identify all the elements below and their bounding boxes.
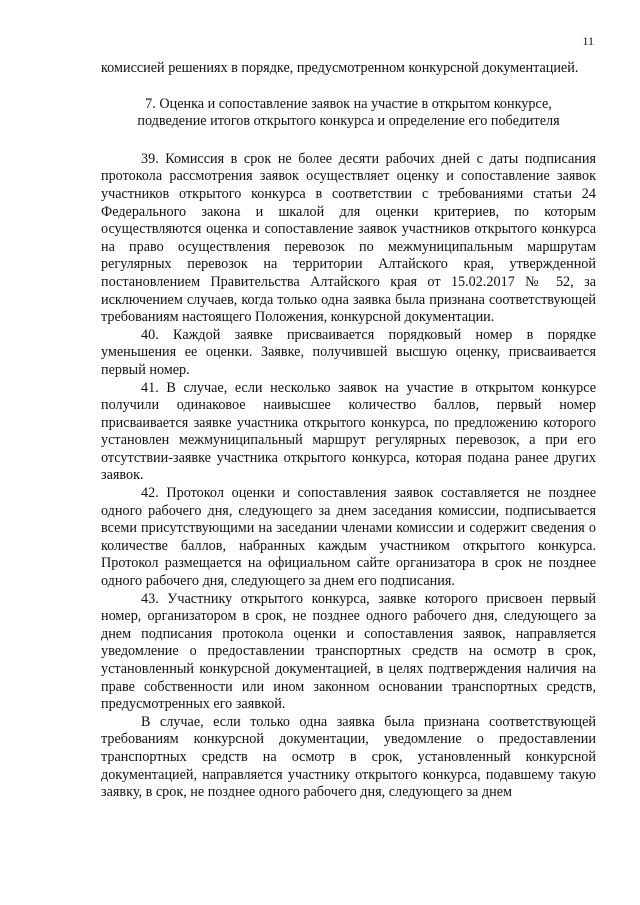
paragraph-41: 41. В случае, если несколько заявок на участие в открытом конкурсе получили одинаковое наивысшее количество баллов, первый номер присваивается заявке участника открытого конкурса, по предложению которого установлен межмуниципальный маршрут регулярных перевозок, а при его отсутствии-заявке участника открытого конкурса, которая подана ранее других заявок.	[101, 379, 596, 484]
intro-fragment: комиссией решениях в порядке, предусмотренном конкурсной документацией.	[101, 60, 579, 76]
paragraph-43-continuation: В случае, если только одна заявка была признана соответствующей требованиям конкурсной документации, уведомление о предоставлении транспортных средств на осмотр в срок, установленный конкурсной документацией, направляется участнику открытого конкурса, подавшему такую заявку, в срок, не позднее одного рабочего дня, следующего за днем	[101, 713, 596, 801]
section-heading-line-1: 7. Оценка и сопоставление заявок на участие в открытом конкурсе,	[145, 95, 552, 112]
document-body	[101, 60, 596, 802]
section-heading	[101, 96, 596, 131]
page-number: 11	[582, 34, 594, 48]
paragraph-39: 39. Комиссия в срок не более десяти рабочих дней с даты подписания протокола рассмотрения заявок осуществляет оценку и сопоставление заявок участников открытого конкурса в соответствии с требованиями статьи 24 Федерального закона и шкалой для оценки критериев, по которым осуществляются оценка и сопоставление заявок участников открытого конкурса на право осуществления перевозок по межмуниципальным маршрутам регулярных перевозок на территории Алтайского края, утвержденной постановлением Правительства Алтайского края от 15.02.2017 № 52, за исключением случаев, когда только одна заявка была признана соответствующей требованиям настоящего Положения, конкурсной документации.	[101, 150, 596, 326]
section-heading-line-2: подведение итогов открытого конкурса и определение его победителя	[137, 113, 560, 130]
paragraph-42: 42. Протокол оценки и сопоставления заявок составляется не позднее одного рабочего дня, следующего за днем заседания комиссии, подписывается всеми присутствующими на заседании членами комиссии и содержит сведения о количестве баллов, набранных каждым участником открытого конкурса. Протокол размещается на официальном сайте организатора в срок не позднее одного рабочего дня, следующего за днем его подписания.	[101, 485, 596, 590]
paragraph-43: 43. Участнику открытого конкурса, заявке которого присвоен первый номер, организатором в срок, не позднее одного рабочего дня, следующего за днем подписания протокола оценки и сопоставления заявок, направляется уведомление о предоставлении транспортных средств на осмотр в срок, установленный конкурсной документацией, в целях подтверждения наличия на праве собственности или ином законном основании транспортных средств, предусмотренных его заявкой.	[101, 590, 596, 713]
paragraph-40: 40. Каждой заявке присваивается порядковый номер в порядке уменьшения ее оценки. Заявке, получившей высшую оценку, присваивается первый номер.	[101, 326, 596, 378]
